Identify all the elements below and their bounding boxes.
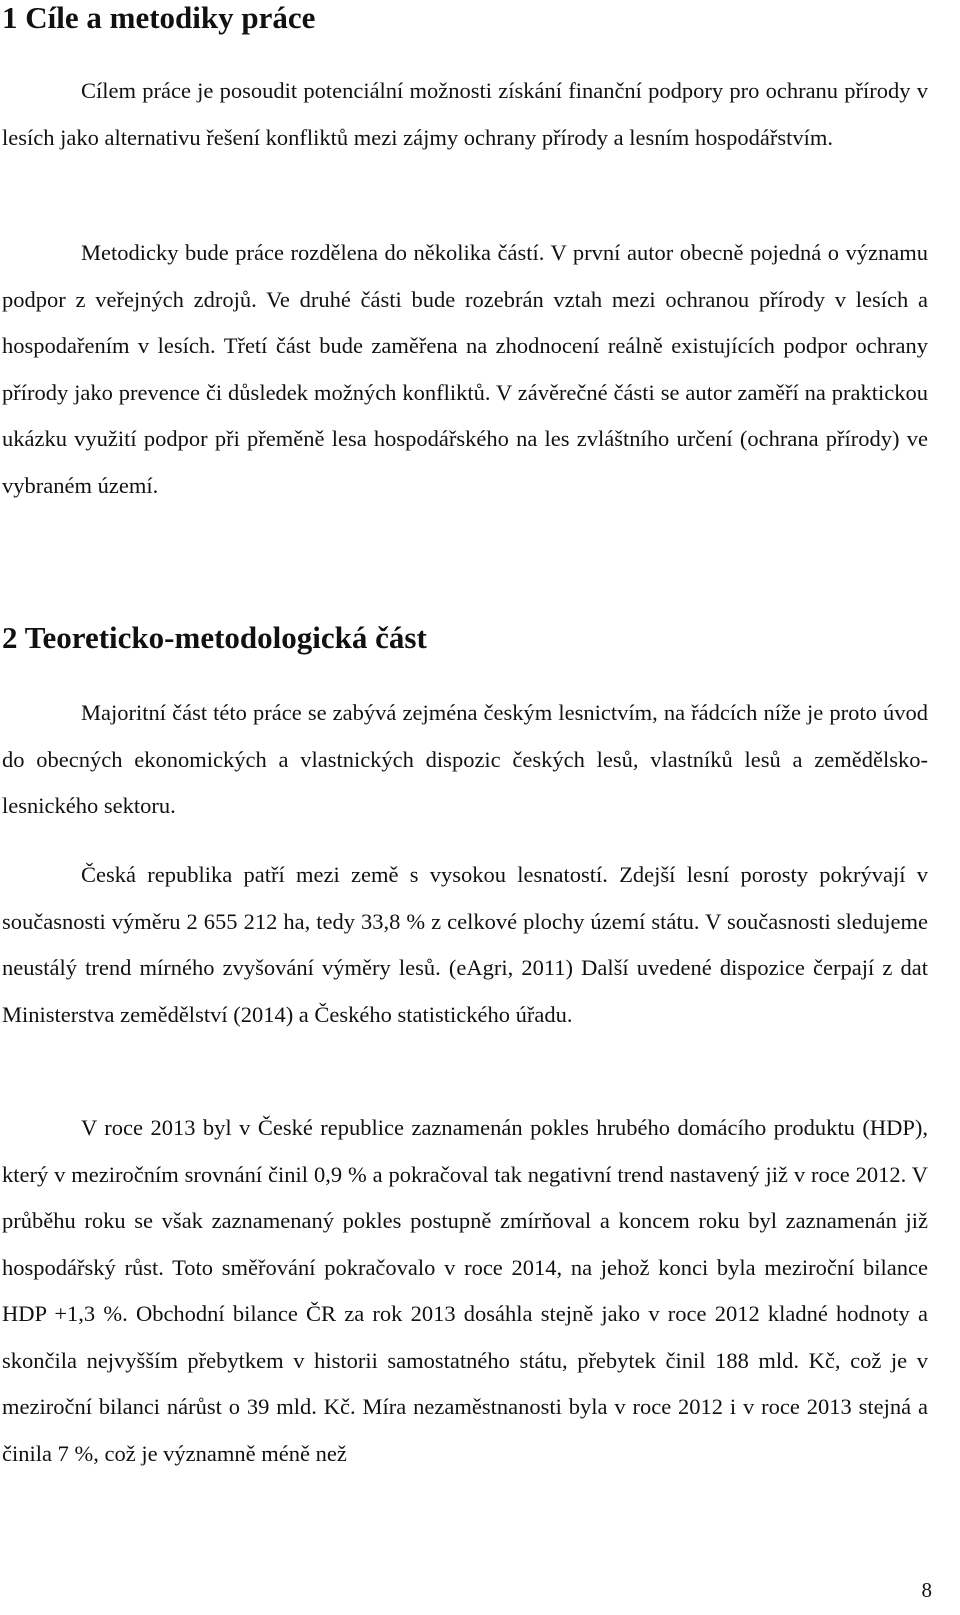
- section-heading-goals: 1 Cíle a metodiky práce: [2, 0, 316, 35]
- paragraph-goal: Cílem práce je posoudit potenciální možnosti získání finanční podpory pro ochranu přírody v lesích jako alternativu řešení konfliktů mezi zájmy ochrany přírody a lesním hospodářstvím.: [2, 78, 928, 150]
- paragraph-economy: V roce 2013 byl v České republice zaznamenán pokles hrubého domácího produktu (HDP), který v meziročním srovnání činil 0,9 % a pokračoval tak negativní trend nastavený již v roce 2012. V průběhu roku se však zaznamenaný pokles postupně zmírňoval a koncem roku byl zaznamenán již hospodářský růst. Toto směřování pokračovalo v roce 2014, na jehož konci byla meziroční bilance HDP +1,3 %. Obchodní bilance ČR za rok 2013 dosáhla stejně jako v roce 2012 kladné hodnoty a skončila nejvyšším přebytkem v historii samostatného státu, přebytek činil 188 mld. Kč, což je v meziroční bilanci nárůst o 39 mld. Kč. Míra nezaměstnanosti byla v roce 2012 i v roce 2013 stejná a činila 7 %, což je významně méně než: [2, 1115, 928, 1466]
- page-number: 8: [921, 1578, 932, 1602]
- paragraph-intro: Majoritní část této práce se zabývá zejména českým lesnictvím, na řádcích níže je proto úvod do obecných ekonomických a vlastnických dispozic českých lesů, vlastníků lesů a zemědělsko-lesnického sektoru.: [2, 700, 928, 818]
- paragraph-methodology: Metodicky bude práce rozdělena do několika částí. V první autor obecně pojedná o významu podpor z veřejných zdrojů. Ve druhé části bude rozebrán vztah mezi ochranou přírody v lesích a hospodařením v lesích. Třetí část bude zaměřena na zhodnocení reálně existujících podpor ochrany přírody jako prevence či důsledek možných konfliktů. V závěrečné části se autor zaměří na praktickou ukázku využití podpor při přeměně lesa hospodářského na les zvláštního určení (ochrana přírody) ve vybraném území.: [2, 240, 928, 498]
- section-heading-theory: 2 Teoreticko-metodologická část: [2, 620, 427, 655]
- paragraph-forest-cover: Česká republika patří mezi země s vysokou lesnatostí. Zdejší lesní porosty pokrývají v současnosti výměru 2 655 212 ha, tedy 33,8 % z celkové plochy území státu. V současnosti sledujeme neustálý trend mírného zvyšování výměry lesů. (eAgri, 2011) Další uvedené dispozice čerpají z dat Ministerstva zemědělství (2014) a Českého statistického úřadu.: [2, 862, 928, 1027]
